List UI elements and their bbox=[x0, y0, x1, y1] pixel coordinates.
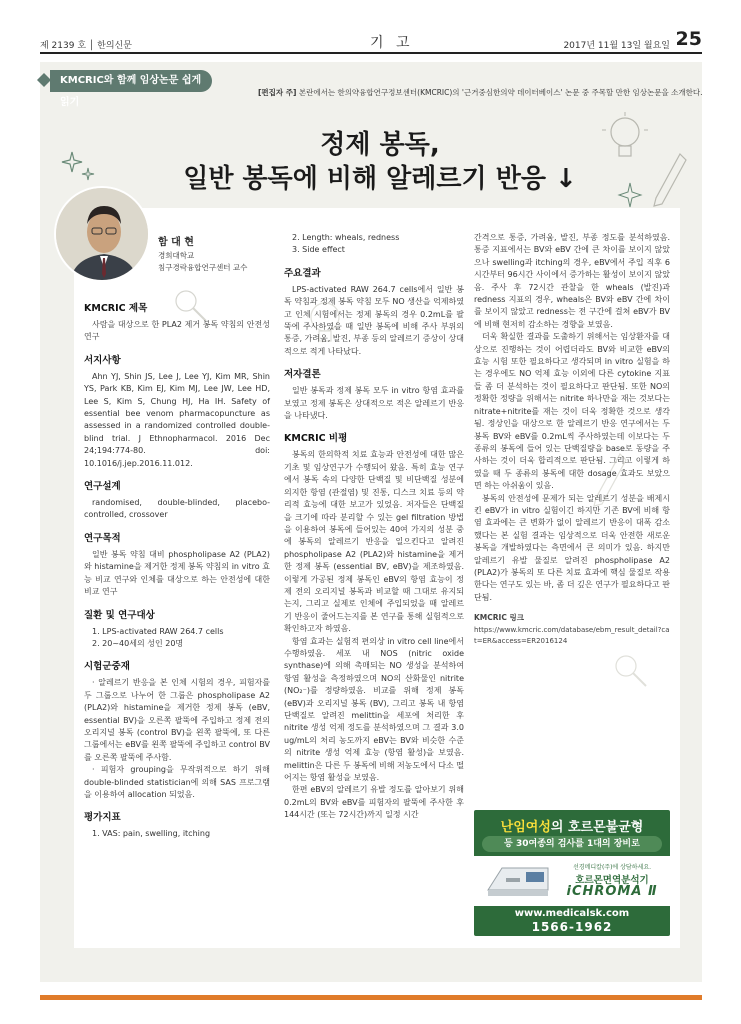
paragraph: 간격으로 통증, 가려움, 발진, 부종 정도를 분석하였음. 통증 지표에서는 BV와 eBV 간에 큰 차이를 보이지 않았으나 swelling과 itching의 경우, eBV에서 주입 직후 6시간부터 96시간 사이에서 증가하는 활성이 보이지 않았음. 주사 후 72시간 관찰을 한 wheals (발진)과 redness 지표의 경우, wheals은 BV와 eBV 간에 차이를 보이지 않았고 redness는 전 구간에 걸쳐 eBV가 BV에 비해 현저히 감소하는 경향을 보였음. bbox=[474, 233, 670, 329]
avatar bbox=[56, 188, 150, 282]
column-3 bbox=[474, 232, 670, 647]
paragraph: 봉독의 안전성에 문제가 되는 알레르기 성분을 배제시킨 eBV가 in vitro 실험이긴 하지만 기존 BV에 비해 항염 효과에는 큰 변화가 없이 알레르기 반응이 대폭 감소했다는 본 실험 결과는 임상적으로 더욱 안전한 새로운 봉독을 개발하였다는 측면에서 큰 의미가 있음. 하지만 알레르기 유발 물질로 알려진 phospholipase A2 (PLA2)가 봉독의 또 다른 치료 효과에 핵심 물질로 작용한다는 연구도 있는 바, 좀 더 깊은 연구가 필요하다고 판단됨. bbox=[474, 493, 670, 602]
ad-title bbox=[474, 816, 670, 835]
paragraph: 한편 eBV의 알레르기 유발 정도를 알아보기 위해 0.2mL의 BV와 eBV를 피험자의 팔뚝에 주사한 후 144시간 (또는 72시간)까지 일정 시간 bbox=[284, 785, 464, 820]
article-title bbox=[160, 128, 600, 196]
section-heading: 서지사항 bbox=[84, 354, 121, 366]
paragraph: · 알레르기 반응을 본 인체 시험의 경우, 피험자를 두 그룹으로 나누어 한 그룹은 phospholipase A2 (PLA2)와 histamine을 제거한 정제 봉독 (eBV, essential BV)을 오른쪽 팔뚝에 주입하고 정제 전의 오리지널 봉독 (control BV)을 왼쪽 팔뚝에, 또 다른 그룹에서는 eBV를 왼쪽 팔뚝에 주입하고 control BV를 오른쪽 팔뚝에 주사함. bbox=[84, 678, 270, 762]
author-affiliation: 경희대학교 bbox=[158, 251, 195, 260]
editor-note bbox=[258, 87, 702, 98]
paragraph: 봉독의 한의학적 치료 효능과 안전성에 대한 많은 기초 및 임상연구가 수행되어 왔음. 특히 효능 연구에서 봉독 속의 다양한 단백질 및 비단백질 성분에 의지한 항염 (관절염) 및 진통, 디스크 치료 등의 약리적 효능에 대한 보고가 있었음. 저자들은 단백질을 크기에 따라 분리할 수 있는 gel filtration 방법을 이용하여 봉독에 들어있는 40여 가지의 성분 중에 봉독의 알레르기 반응을 일으킨다고 알려진 phospholipase A2 (PLA2)와 histamine을 제거한 정제 봉독 (essential BV, eBV)을 제조하였음. 이렇게 가공된 정제 봉독인 eBV의 항염 효능이 정제 전의 오리지널 봉독과 비교할 때 그대로 유지되는지, 그리고 실제로 인체에 주입되었을 때 알레르기 반응이 줄어드는지를 본 연구를 통해 실험적으로 확인하고자 하였음. bbox=[284, 450, 464, 634]
column-1 bbox=[84, 302, 270, 841]
author-photo bbox=[54, 186, 150, 282]
pencil-icon bbox=[650, 150, 690, 210]
paragraph: randomised, double-blinded, placebo-controlled, crossover bbox=[84, 498, 270, 520]
sparkle-icon bbox=[60, 150, 100, 190]
author-position: 침구경락융합연구센터 교수 bbox=[158, 263, 248, 272]
editor-note-text: 본란에서는 한의약융합연구정보센터(KMCRIC)의 '근거중심한의약 데이터베이스' 논문 중 주목할 만한 임상논문을 소개한다. bbox=[296, 88, 703, 97]
author-name: 함 대 현 bbox=[158, 237, 194, 248]
section-heading: 질환 및 연구대상 bbox=[84, 609, 155, 621]
kmcric-link[interactable]: https://www.kmcric.com/database/ebm_result_detail?cat=ER&access=ER2016124 bbox=[474, 625, 670, 645]
footer-divider bbox=[40, 995, 702, 1000]
section-heading: 시험군중재 bbox=[84, 661, 130, 673]
section-heading: 연구목적 bbox=[84, 532, 121, 544]
editor-note-label: [편집자 주] bbox=[258, 88, 297, 97]
title-line-1: 정제 봉독, bbox=[320, 130, 440, 160]
section-heading: 주요결과 bbox=[284, 267, 321, 279]
sparkle-icon bbox=[615, 180, 645, 210]
column-2 bbox=[284, 232, 464, 822]
paragraph: 일반 봉독 약침 대비 phospholipase A2 (PLA2)와 histamine을 제거한 정제 봉독 약침의 in vitro 효능 비교 연구와 인체를 대상으로 하는 안전성에 대한 비교 연구 bbox=[84, 549, 270, 597]
page-header bbox=[40, 26, 702, 50]
list-item: 2. 20~40세의 성인 20명 bbox=[92, 638, 184, 648]
ad-url[interactable]: www.medicalsk.com bbox=[514, 908, 630, 919]
ad-phone: 1566-1962 bbox=[531, 920, 613, 934]
page-number: 25 bbox=[675, 28, 702, 50]
section-name: 기 고 bbox=[370, 35, 414, 51]
analyzer-device-icon bbox=[482, 860, 554, 900]
ad-title-rest: 의 호르몬불균형 bbox=[550, 820, 644, 835]
section-heading: 저자결론 bbox=[284, 369, 321, 381]
ad-subtitle: 등 30여종의 검사를 1대의 장비로 bbox=[482, 836, 662, 852]
citation: Ahn YJ, Shin JS, Lee J, Lee YJ, Kim MR, Shin YS, Park KB, Kim EJ, Kim MJ, Lee JW, Lee HD, Lee S, Kim S, Chung HJ, Ha IH. Safety of essential bee venom pharmacopuncture as assessed in a randomized controlled double-blind trial. J Ethnopharmacol. 2016 Dec 24;194:774-80. doi: 10.1016/j.jep.2016.11.012. bbox=[84, 371, 270, 468]
header-divider bbox=[40, 52, 702, 54]
title-line-2: 일반 봉독에 비해 알레르기 반응 ↓ bbox=[183, 164, 577, 194]
ad-brand: iCHROMA Ⅱ bbox=[566, 884, 658, 899]
section-heading: 평가지표 bbox=[84, 812, 121, 824]
paragraph: · 피험자 grouping을 무작위적으로 하기 위해 double-blinded statistician에 의해 SAS 프로그램을 이용하여 allocation 되었음. bbox=[84, 765, 270, 799]
section-heading: KMCRIC 비평 bbox=[284, 433, 348, 445]
list-item: 2. Length: wheals, redness bbox=[292, 233, 400, 242]
ad-product-name: 호르몬면역분석기 bbox=[575, 875, 649, 886]
issue-number: 제 2139 호 │ 한의신문 bbox=[40, 41, 132, 51]
paragraph: 더욱 확실한 결과를 도출하기 위해서는 임상환자를 대상으로 진행하는 것이 어렵더라도 BV와 비교한 eBV의 효능 시험 또한 필요하다고 생각되며 in vitro 실험을 하는 경우에도 NO 억제 효능 이외에 다른 cytokine 지표들 좀 더 분석하는 것이 필요하다고 판단됨. 또한 NO의 정확한 정량을 위해서는 nitrite 하나만을 재는 것보다는 nitrate+nitrite를 재는 것이 더욱 정확한 것으로 생각됨. 정상인을 대상으로 한 알레르기 반응 연구에서는 두 봉독 BV와 eBV를 0.2mL씩 주사하였는데 이보다는 두 종류의 봉독에 들어 있는 단백질량을 base로 동량을 주사하는 것이 더욱 합리적으로 판단됨. 그리고 이렇게 하였을 때 두 종류의 봉독에 대한 dosage 효과도 보았으면 하는 아쉬움이 있음. bbox=[474, 332, 670, 491]
advertisement[interactable] bbox=[474, 810, 670, 936]
section-heading: KMCRIC 제목 bbox=[84, 303, 148, 314]
paragraph: 항염 효과는 실험적 편의상 in vitro cell line에서 수행하였음. 세포 내 NOS (nitric oxide synthase)에 의해 촉매되는 NO 생성을 분석하여 항염 활성을 측정하였으며 NO의 산화물인 nitrite (NO₂⁻)를 정량하였음. 비교를 위해 정제 봉독 (eBV)과 오리지널 봉독 (BV), 그리고 봉독 내 항염 단백질로 알려진 melittin을 세포에 처리한 후 nitrite 생성 억제 정도를 분석하였으며 그 결과 3.0 ug/mL의 처리 농도까지 eBV는 BV와 비슷한 수준의 nitrite 생성 억제 효능 (항염 활성)을 보였음. melittin은 다른 두 봉독에 비해 저농도에서 다소 떨어지는 항염 활성을 보였음. bbox=[284, 636, 464, 783]
ad-contact-note: 선경메디칼(주)에 상담하세요. bbox=[572, 864, 652, 871]
lightbulb-icon bbox=[600, 110, 650, 170]
series-badge: KMCRIC와 함께 임상논문 쉽게 읽기 bbox=[50, 70, 212, 92]
list-item: 1. VAS: pain, swelling, itching bbox=[92, 829, 211, 839]
ad-title-highlight: 난임여성 bbox=[500, 820, 551, 835]
paragraph: 일반 봉독과 정제 봉독 모두 in vitro 항염 효과를 보였고 정제 봉독은 상대적으로 적은 알레르기 반응을 나타냈다. bbox=[284, 386, 464, 421]
paragraph: 사람을 대상으로 한 PLA2 제거 봉독 약침의 안전성 연구 bbox=[84, 320, 270, 342]
list-item: 1. LPS-activated RAW 264.7 cells bbox=[92, 626, 224, 636]
section-heading: 연구설계 bbox=[84, 481, 121, 493]
paragraph: LPS-activated RAW 264.7 cells에서 일반 봉독 약침과 정제 봉독 약침 모두 NO 생산을 억제하였고 인체 시험에서는 정제 봉독의 경우 0.2mL를 팔뚝에 주사하였을 때 일반 봉독에 비해 주사 부위의 통증, 가려움, 발진, 부종 등의 알레르기 증상이 상대적으로 적게 나타났다. bbox=[284, 284, 464, 356]
link-label: KMCRIC 링크 bbox=[474, 613, 524, 623]
magnifier-icon bbox=[610, 650, 650, 690]
list-item: 3. Side effect bbox=[292, 245, 345, 255]
publish-date: 2017년 11월 13일 월요일 bbox=[563, 41, 670, 51]
